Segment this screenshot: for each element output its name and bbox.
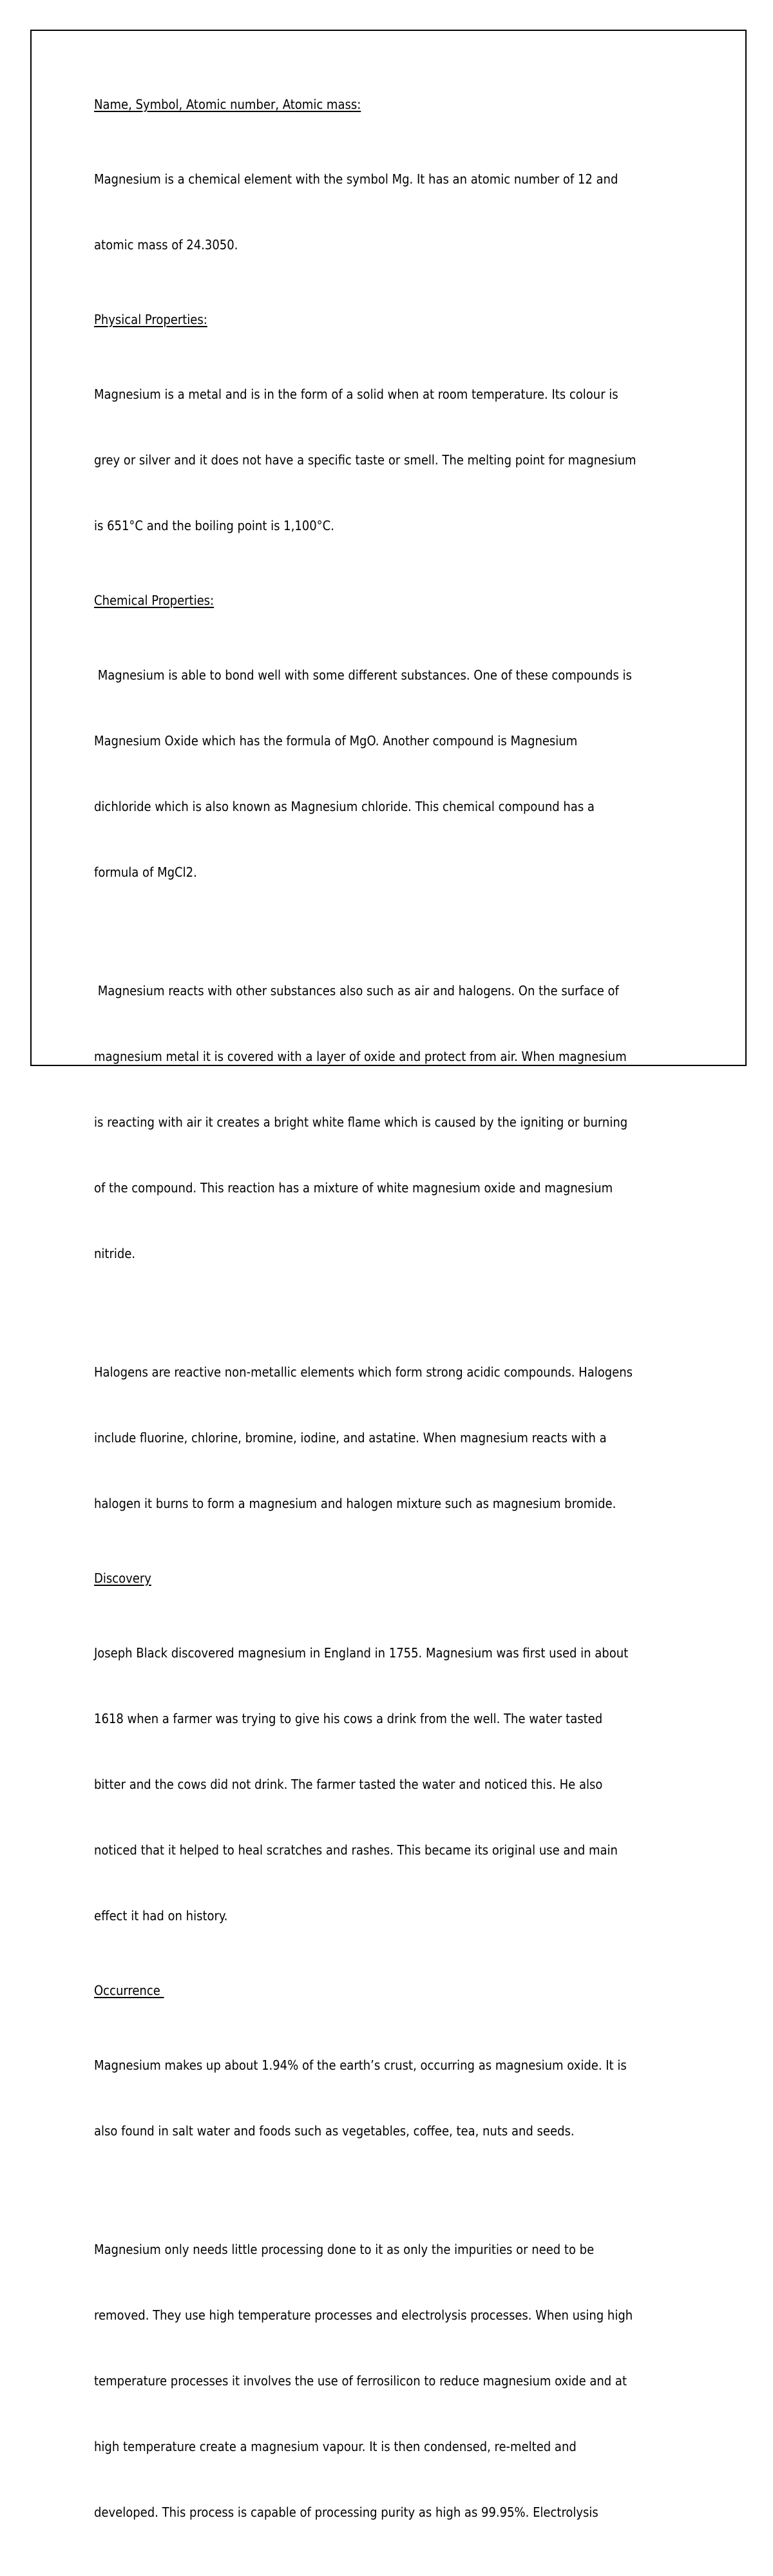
paragraph-reactions: [94, 936, 693, 1308]
section-heading-physical-properties: Physical Properties:: [94, 312, 207, 327]
paragraph-halogens: [94, 1317, 693, 1558]
paragraph-physical-properties: [94, 339, 693, 580]
text-line: Halogens are reactive non-metallic elements which form strong acidic compounds. Halogens: [94, 1364, 633, 1380]
text-line: developed. This process is capable of processing purity as high as 99.95%. Electrolysis: [94, 2504, 598, 2520]
text-line: effect it had on history.: [94, 1908, 228, 1923]
text-line: formula of MgCl2.: [94, 864, 197, 880]
section-heading-discovery: Discovery: [94, 1570, 151, 1586]
text-line: is reacting with air it creates a bright white flame which is caused by the igniting or burning: [94, 1114, 628, 1130]
text-line: dichloride which is also known as Magnesium chloride. This chemical compound has a: [94, 799, 595, 814]
text-line: noticed that it helped to heal scratches and rashes. This became its original use and main: [94, 1842, 618, 1858]
text-line: removed. They use high temperature processes and electrolysis processes. When using high: [94, 2307, 633, 2323]
text-line: Magnesium Oxide which has the formula of MgO. Another compound is Magnesium: [94, 733, 578, 749]
text-line: Magnesium makes up about 1.94% of the earth’s crust, occurring as magnesium oxide. It is: [94, 2057, 627, 2073]
text-line: Magnesium is able to bond well with some different substances. One of these compounds is: [94, 667, 632, 683]
paragraph-occurrence: [94, 2010, 693, 2186]
text-line: of the compound. This reaction has a mixture of white magnesium oxide and magnesium: [94, 1180, 613, 1196]
text-line: high temperature create a magnesium vapour. It is then condensed, re-melted and: [94, 2439, 577, 2454]
paragraph-processing: [94, 2195, 693, 2567]
text-line: grey or silver and it does not have a specific taste or smell. The melting point for magnesium: [94, 452, 636, 468]
text-line: temperature processes it involves the use of ferrosilicon to reduce magnesium oxide and at: [94, 2373, 627, 2389]
text-line: halogen it burns to form a magnesium and halogen mixture such as magnesium bromide.: [94, 1496, 616, 1511]
section-heading-occurrence: Occurrence: [94, 1983, 164, 1998]
text-line: Magnesium only needs little processing done to it as only the impurities or need to be: [94, 2242, 595, 2257]
text-line: Magnesium is a metal and is in the form of a solid when at room temperature. Its colour is: [94, 386, 618, 402]
document-body: [94, 93, 693, 2576]
text-line: include fluorine, chlorine, bromine, iodine, and astatine. When magnesium reacts with a: [94, 1430, 607, 1445]
text-line: atomic mass of 24.3050.: [94, 237, 238, 253]
paragraph-discovery: [94, 1598, 693, 1970]
text-line: Joseph Black discovered magnesium in England in 1755. Magnesium was first used in about: [94, 1645, 629, 1661]
text-line: is 651°C and the boiling point is 1,100°C.: [94, 518, 334, 533]
text-line: bitter and the cows did not drink. The farmer tasted the water and noticed this. He also: [94, 1777, 603, 1792]
text-line: Magnesium is a chemical element with the symbol Mg. It has an atomic number of 12 and: [94, 171, 618, 187]
section-heading-name-symbol: Name, Symbol, Atomic number, Atomic mass:: [94, 97, 361, 112]
text-line: nitride.: [94, 1246, 136, 1261]
text-line: also found in salt water and foods such as vegetables, coffee, tea, nuts and seeds.: [94, 2123, 575, 2139]
section-heading-chemical-properties: Chemical Properties:: [94, 593, 215, 608]
text-line: 1618 when a farmer was trying to give his cows a drink from the well. The water tasted: [94, 1711, 603, 1726]
paragraph-atomic-info: [94, 124, 693, 300]
paragraph-chemical-bonding: [94, 620, 693, 927]
text-line: magnesium metal it is covered with a layer of oxide and protect from air. When magnesium: [94, 1049, 627, 1064]
text-line: Magnesium reacts with other substances also such as air and halogens. On the surface of: [94, 983, 619, 998]
